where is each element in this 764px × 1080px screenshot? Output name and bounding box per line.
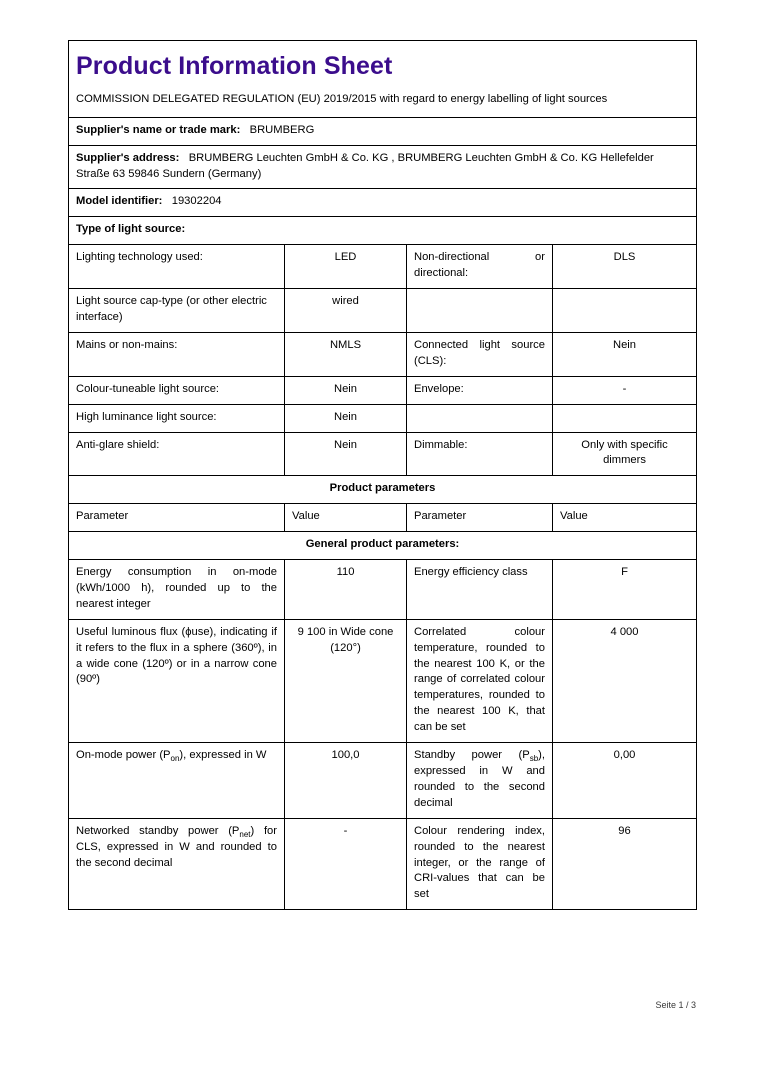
general-row-2-value: 100,0 bbox=[285, 743, 407, 819]
table-row bbox=[69, 560, 697, 620]
model-identifier-value: 19302204 bbox=[171, 195, 222, 208]
table-row bbox=[69, 432, 697, 476]
table-row bbox=[69, 376, 697, 404]
page-title: Product Information Sheet bbox=[76, 52, 393, 80]
general-row-1-value2: 4 000 bbox=[553, 619, 697, 742]
general-row-1-label: Useful luminous flux (ϕuse), indicating if it refers to the flux in a sphere (360º), in a wide cone (120º) or in a narrow cone (90º) bbox=[69, 619, 285, 742]
general-product-parameters-header: General product parameters: bbox=[69, 532, 697, 560]
general-row-3-label: Networked standby power $(P_{net})$ for CLS, expressed in W and rounded to the second decimal bbox=[69, 818, 285, 910]
table-row bbox=[69, 289, 697, 333]
model-identifier-label: Model identifier: bbox=[76, 195, 163, 208]
table-row bbox=[69, 818, 697, 910]
supplier-name-value: BRUMBERG bbox=[249, 123, 315, 136]
general-parameters-header-row bbox=[69, 532, 697, 560]
product-information-table bbox=[68, 40, 697, 910]
type-of-light-source-label: Type of light source: bbox=[69, 217, 697, 245]
type-row-2-value2: Nein bbox=[553, 332, 697, 376]
type-row-3-value: Nein bbox=[285, 376, 407, 404]
model-identifier-row bbox=[69, 189, 697, 217]
general-row-2-label: On-mode power $(P_{on})$, expressed in W bbox=[69, 743, 285, 819]
title-row bbox=[69, 41, 697, 118]
type-row-5-label: Anti-glare shield: bbox=[69, 432, 285, 476]
type-row-5-value2: Only with specific dimmers bbox=[553, 432, 697, 476]
type-row-5-value: Nein bbox=[285, 432, 407, 476]
column-header-parameter-1: Parameter bbox=[69, 504, 285, 532]
general-row-3-label2: Colour rendering index, rounded to the nearest integer, or the range of CRI-values that can be set bbox=[407, 818, 553, 910]
general-row-2-label2: Standby power $(P_{sb})$, expressed in W and rounded to the second decimal bbox=[407, 743, 553, 819]
general-row-2-value2: 0,00 bbox=[553, 743, 697, 819]
supplier-name-cell bbox=[69, 117, 697, 145]
general-row-1-label2: Correlated colour temperature, rounded to the nearest 100 K, or the range of correlated colour temperatures, rounded to the nearest 100 K, that can be set bbox=[407, 619, 553, 742]
type-row-0-value2: DLS bbox=[553, 245, 697, 289]
type-row-5-label2: Dimmable: bbox=[407, 432, 553, 476]
type-row-1-value2 bbox=[553, 289, 697, 333]
type-row-3-label: Colour-tuneable light source: bbox=[69, 376, 285, 404]
supplier-name-label: Supplier's name or trade mark: bbox=[76, 123, 241, 136]
type-row-2-label2: Connected light source (CLS): bbox=[407, 332, 553, 376]
type-row-2-value: NMLS bbox=[285, 332, 407, 376]
type-row-1-label: Light source cap-type (or other electric interface) bbox=[69, 289, 285, 333]
type-row-1-value: wired bbox=[285, 289, 407, 333]
supplier-address-cell bbox=[69, 145, 697, 189]
general-row-0-value2: F bbox=[553, 560, 697, 620]
type-row-0-label2: Non-directional or directional: bbox=[407, 245, 553, 289]
type-of-light-source-row bbox=[69, 217, 697, 245]
table-row bbox=[69, 245, 697, 289]
type-row-1-label2 bbox=[407, 289, 553, 333]
general-row-0-label: Energy consumption in on-mode (kWh/1000 h), rounded up to the nearest integer bbox=[69, 560, 285, 620]
type-row-4-value2 bbox=[553, 404, 697, 432]
general-row-3-value: - bbox=[285, 818, 407, 910]
table-row bbox=[69, 332, 697, 376]
type-row-0-label: Lighting technology used: bbox=[69, 245, 285, 289]
table-row bbox=[69, 404, 697, 432]
type-row-4-value: Nein bbox=[285, 404, 407, 432]
type-row-4-label: High luminance light source: bbox=[69, 404, 285, 432]
table-row bbox=[69, 743, 697, 819]
general-row-0-value: 110 bbox=[285, 560, 407, 620]
type-row-3-label2: Envelope: bbox=[407, 376, 553, 404]
supplier-name-row bbox=[69, 117, 697, 145]
supplier-address-row bbox=[69, 145, 697, 189]
regulation-subtitle: COMMISSION DELEGATED REGULATION (EU) 2019/2015 with regard to energy labelling of light sources bbox=[76, 92, 608, 105]
column-header-parameter-2: Parameter bbox=[407, 504, 553, 532]
column-header-value-1: Value bbox=[285, 504, 407, 532]
general-row-1-value: 9 100 in Wide cone (120°) bbox=[285, 619, 407, 742]
general-row-3-value2: 96 bbox=[553, 818, 697, 910]
product-parameters-header-row bbox=[69, 476, 697, 504]
table-row bbox=[69, 619, 697, 742]
column-header-row bbox=[69, 504, 697, 532]
type-row-0-value: LED bbox=[285, 245, 407, 289]
type-row-4-label2 bbox=[407, 404, 553, 432]
supplier-address-value: BRUMBERG Leuchten GmbH & Co. KG , BRUMBERG Leuchten GmbH & Co. KG Hellefelder Straße 63 59846 Sundern (Germany) bbox=[76, 151, 654, 180]
product-parameters-header: Product parameters bbox=[69, 476, 697, 504]
type-row-3-value2: - bbox=[553, 376, 697, 404]
column-header-value-2: Value bbox=[553, 504, 697, 532]
page-footer: Seite 1 / 3 bbox=[655, 1000, 696, 1010]
model-identifier-cell bbox=[69, 189, 697, 217]
supplier-address-label: Supplier's address: bbox=[76, 151, 180, 164]
type-row-2-label: Mains or non-mains: bbox=[69, 332, 285, 376]
general-row-0-label2: Energy efficiency class bbox=[407, 560, 553, 620]
product-information-sheet bbox=[68, 40, 696, 910]
title-cell bbox=[69, 41, 697, 118]
